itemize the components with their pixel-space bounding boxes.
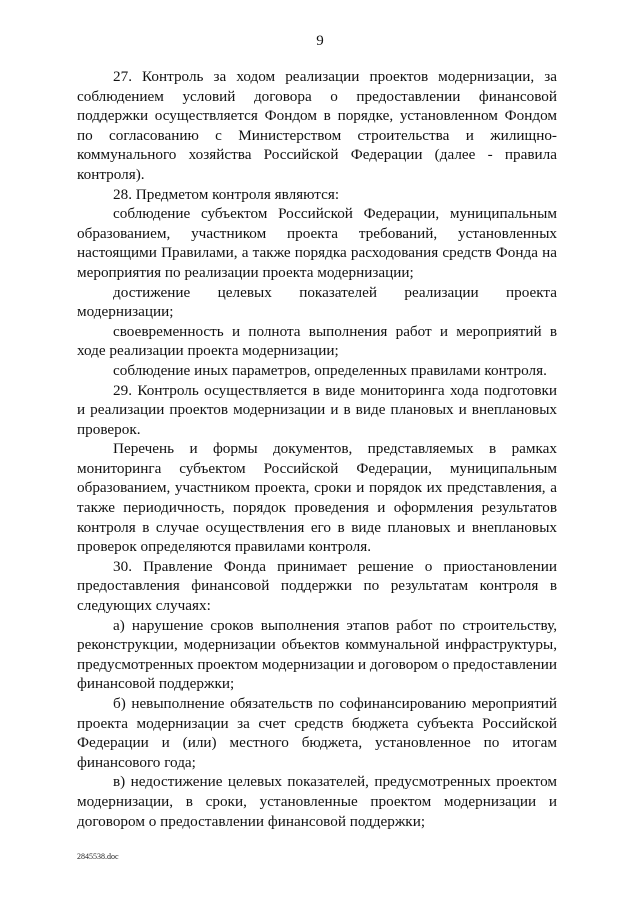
paragraph-30-item-v: в) недостижение целевых показателей, предусмотренных проектом модернизации, в сроки, установленные проектом модернизации и договором о предоставлении финансовой поддержки; <box>77 773 557 830</box>
paragraph-27: 27. Контроль за ходом реализации проектов модернизации, за соблюдением условий договора о предоставлении финансовой поддержки осуществляется Фондом в порядке, установленном Фондом по согласованию с Министерством строительства и жилищно-коммунального хозяйства Российской Федерации (далее - правила контроля). <box>77 68 557 183</box>
document-body <box>77 67 557 831</box>
paragraph-28-item-1: соблюдение субъектом Российской Федерации, муниципальным образованием, участником проекта требований, установленных настоящими Правилами, а также порядка расходования средств Фонда на мероприятия по реализации проекта модернизации; <box>77 205 557 281</box>
paragraph-28-item-2: достижение целевых показателей реализации проекта модернизации; <box>77 283 557 321</box>
document-footer-filename: 2845538.doc <box>77 852 119 861</box>
paragraph-28: 28. Предметом контроля являются: <box>113 185 340 203</box>
paragraph-28-item-3: своевременность и полнота выполнения работ и мероприятий в ходе реализации проекта модернизации; <box>77 322 557 360</box>
paragraph-28-item-4: соблюдение иных параметров, определенных правилами контроля. <box>113 361 547 379</box>
paragraph-30-item-b: б) невыполнение обязательств по софинансированию мероприятий проекта модернизации за счет средств бюджета субъекта Российской Федерации и (или) местного бюджета, установленное по итогам финансового года; <box>77 695 557 771</box>
paragraph-30: 30. Правление Фонда принимает решение о приостановлении предоставления финансовой поддержки по результатам контроля в следующих случаях: <box>77 557 557 615</box>
page-number: 9 <box>316 33 324 49</box>
paragraph-29: 29. Контроль осуществляется в виде мониторинга хода подготовки и реализации проектов модернизации и в виде плановых и внеплановых проверок. <box>77 381 557 438</box>
paragraph-30-item-a: а) нарушение сроков выполнения этапов работ по строительству, реконструкции, модернизации объектов коммунальной инфраструктуры, предусмотренных проектом модернизации и договором о предоставлении финансовой поддержки; <box>77 616 557 693</box>
paragraph-29-list: Перечень и формы документов, представляемых в рамках мониторинга субъектом Российской Федерации, муниципальным образованием, участником проекта, сроки и порядок их представления, а также периодичность, порядок проведения и оформления результатов контроля в случае осуществления его в виде плановых и внеплановых проверок определяются правилами контроля. <box>77 440 557 556</box>
